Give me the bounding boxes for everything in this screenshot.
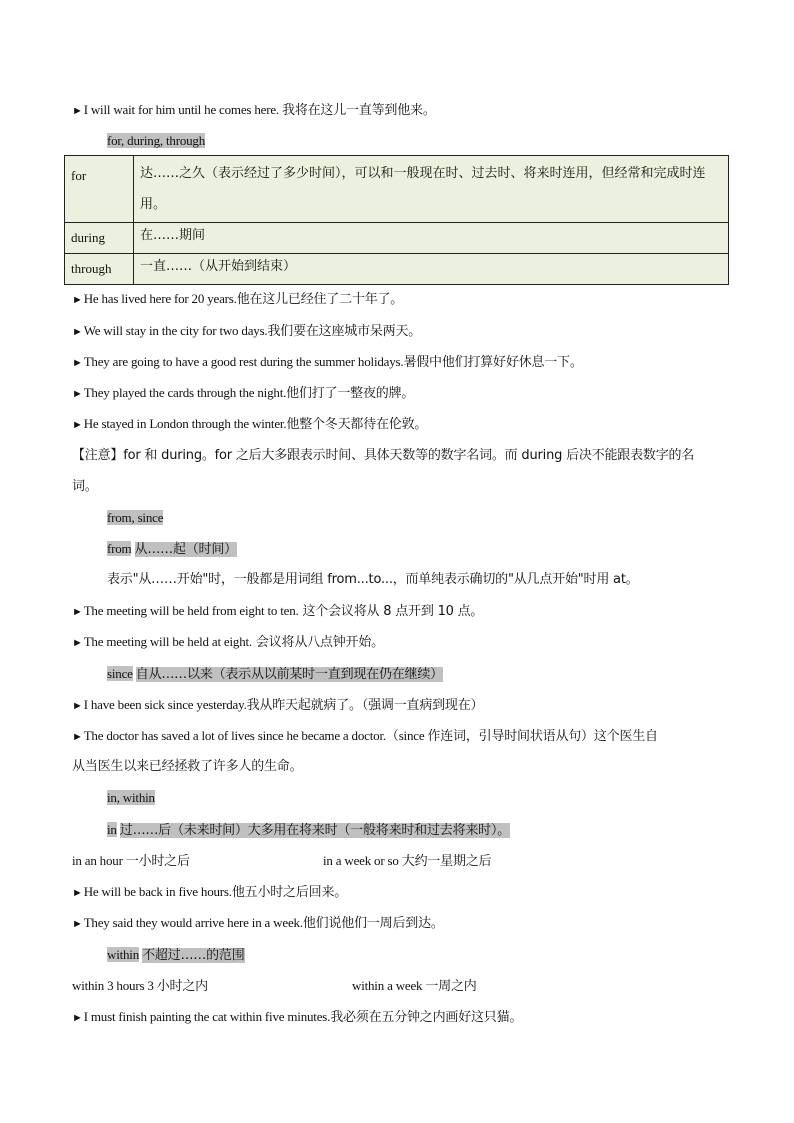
example-sentence: ►He stayed in London through the winter.他整个冬天都待在伦敦。 bbox=[72, 416, 428, 432]
subheading-since: since 自从……以来（表示从以前某时一直到现在仍在继续） bbox=[107, 666, 443, 682]
subheading-in: in 过……后（未来时间）大多用在将来时（一般将来时和过去将来时）。 bbox=[107, 822, 511, 838]
example-sentence: ►He has lived here for 20 years.他在这儿已经住了二十年了。 bbox=[72, 291, 404, 307]
example-sentence: ►I will wait for him until he comes here. 我将在这儿一直等到他来。 bbox=[72, 102, 436, 118]
section-heading: in, within bbox=[107, 790, 155, 805]
triangle-bullet-icon: ► bbox=[72, 918, 83, 930]
triangle-bullet-icon: ► bbox=[72, 637, 83, 649]
triangle-bullet-icon: ► bbox=[72, 606, 83, 618]
example-sentence: ►They said they would arrive here in a week.他们说他们一周后到达。 bbox=[72, 915, 444, 931]
note-paragraph-continued: 词。 bbox=[72, 479, 98, 494]
table-cell-meaning: 在……期间 bbox=[134, 223, 729, 254]
phrase-example: within 3 hours 3 小时之内 bbox=[72, 978, 208, 994]
explanation-paragraph: 表示"从……开始"时，一般都是用词组 from...to...，而单纯表示确切的"从几点开始"时用 at。 bbox=[107, 572, 639, 587]
triangle-bullet-icon: ► bbox=[72, 700, 83, 712]
note-paragraph: 【注意】for 和 during。for 之后大多跟表示时间、具体天数等的数字名词。而 during 后决不能跟表数字的名 bbox=[72, 448, 695, 463]
phrase-example: in a week or so 大约一星期之后 bbox=[323, 853, 492, 869]
table-cell-meaning: 达……之久（表示经过了多少时间），可以和一般现在时、过去时、将来时连用，但经常和完成时连用。 bbox=[134, 156, 729, 223]
example-sentence-continued: 从当医生以来已经拯救了许多人的生命。 bbox=[72, 759, 303, 774]
table-cell-word: through bbox=[65, 254, 134, 285]
triangle-bullet-icon: ► bbox=[72, 357, 83, 369]
triangle-bullet-icon: ► bbox=[72, 294, 83, 306]
table-cell-word: for bbox=[65, 156, 134, 223]
section-heading: from, since bbox=[107, 510, 164, 525]
example-sentence: ►We will stay in the city for two days.我们要在这座城市呆两天。 bbox=[72, 323, 422, 339]
triangle-bullet-icon: ► bbox=[72, 388, 83, 400]
triangle-bullet-icon: ► bbox=[72, 731, 83, 743]
subheading-within: within 不超过……的范围 bbox=[107, 947, 245, 963]
subheading-from: from 从……起（时间） bbox=[107, 541, 237, 557]
example-sentence: ►The doctor has saved a lot of lives since he became a doctor.（since 作连词，引导时间状语从句）这个医生自 bbox=[72, 728, 658, 743]
triangle-bullet-icon: ► bbox=[72, 887, 83, 899]
table-cell-meaning: 一直……（从开始到结束） bbox=[134, 254, 729, 285]
triangle-bullet-icon: ► bbox=[72, 1012, 83, 1024]
example-sentence: ►I must finish painting the cat within five minutes.我必须在五分钟之内画好这只猫。 bbox=[72, 1009, 523, 1025]
definition-table bbox=[64, 155, 729, 285]
example-sentence: ►They played the cards through the night.他们打了一整夜的牌。 bbox=[72, 385, 415, 401]
triangle-bullet-icon: ► bbox=[72, 419, 83, 431]
example-sentence: ►The meeting will be held from eight to ten. 这个会议将从 8 点开到 10 点。 bbox=[72, 603, 484, 619]
table-cell-word: during bbox=[65, 223, 134, 254]
table-row bbox=[65, 223, 729, 254]
triangle-bullet-icon: ► bbox=[72, 326, 83, 338]
example-sentence: ►They are going to have a good rest during the summer holidays.暑假中他们打算好好休息一下。 bbox=[72, 354, 583, 370]
phrase-example: in an hour 一小时之后 bbox=[72, 853, 190, 869]
table-row bbox=[65, 156, 729, 223]
section-heading: for, during, through bbox=[107, 133, 206, 148]
example-sentence: ►I have been sick since yesterday.我从昨天起就病了。（强调一直病到现在） bbox=[72, 697, 484, 713]
phrase-example: within a week 一周之内 bbox=[352, 978, 477, 994]
table-row bbox=[65, 254, 729, 285]
example-sentence: ►He will be back in five hours.他五小时之后回来。 bbox=[72, 884, 348, 900]
triangle-bullet-icon: ► bbox=[72, 105, 83, 117]
example-sentence: ►The meeting will be held at eight. 会议将从八点钟开始。 bbox=[72, 634, 384, 650]
